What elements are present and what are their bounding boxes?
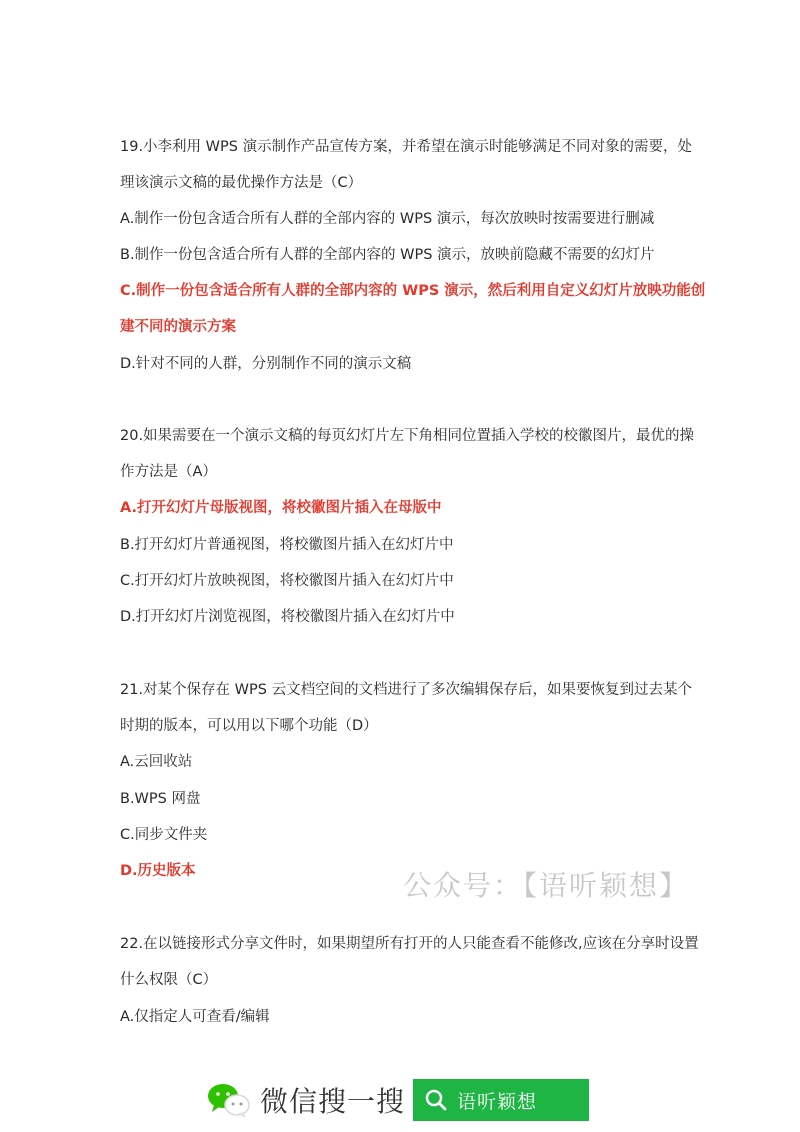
q22-stem-line2: 什么权限（C） xyxy=(120,972,218,988)
q21-option-d: D.历史版本 xyxy=(120,863,196,879)
wechat-search-label: 微信搜一搜 xyxy=(260,1085,406,1118)
q21-stem-line1: 21.对某个保存在 WPS 云文档空间的文档进行了多次编辑保存后，如果要恢复到过去某个 xyxy=(120,682,693,698)
account-watermark: 公众号：【语听颖想】 xyxy=(403,869,690,902)
wechat-logo-icon xyxy=(206,1082,250,1118)
q21-option-a: A.云回收站 xyxy=(120,754,193,770)
q19-option-b: B.制作一份包含适合所有人群的全部内容的 WPS 演示，放映前隐藏不需要的幻灯片 xyxy=(120,247,655,263)
q19-stem-line2: 理该演示文稿的最优操作方法是（C） xyxy=(120,175,363,191)
q21-option-b: B.WPS 网盘 xyxy=(120,791,201,807)
wechat-search-banner[interactable] xyxy=(206,1079,589,1121)
search-box[interactable] xyxy=(413,1079,589,1121)
q19-option-c-line1: C.制作一份包含适合所有人群的全部内容的 WPS 演示，然后利用自定义幻灯片放映功能创 xyxy=(120,283,706,299)
q20-option-a: A.打开幻灯片母版视图，将校徽图片插入在母版中 xyxy=(120,500,442,516)
q20-option-d: D.打开幻灯片浏览视图，将校徽图片插入在幻灯片中 xyxy=(120,609,455,625)
q22-option-a: A.仅指定人可查看/编辑 xyxy=(120,1009,270,1025)
search-icon xyxy=(425,1089,447,1111)
search-text: 语听颖想 xyxy=(457,1090,538,1113)
q20-option-c: C.打开幻灯片放映视图，将校徽图片插入在幻灯片中 xyxy=(120,573,454,589)
q20-option-b: B.打开幻灯片普通视图，将校徽图片插入在幻灯片中 xyxy=(120,537,454,553)
q19-stem-line1: 19.小李利用 WPS 演示制作产品宣传方案，并希望在演示时能够满足不同对象的需要，处 xyxy=(120,139,693,155)
q19-option-d: D.针对不同的人群，分别制作不同的演示文稿 xyxy=(120,356,412,372)
q20-stem-line1: 20.如果需要在一个演示文稿的每页幻灯片左下角相同位置插入学校的校徽图片，最优的操 xyxy=(120,428,695,444)
q22-stem-line1: 22.在以链接形式分享文件时，如果期望所有打开的人只能查看不能修改,应该在分享时设置 xyxy=(120,936,699,952)
q21-stem-line2: 时期的版本，可以用以下哪个功能（D） xyxy=(120,718,378,734)
q21-option-c: C.同步文件夹 xyxy=(120,827,208,843)
q19-option-c-line2: 建不同的演示方案 xyxy=(120,319,236,335)
q19-option-a: A.制作一份包含适合所有人群的全部内容的 WPS 演示，每次放映时按需要进行删减 xyxy=(120,211,655,227)
q20-stem-line2: 作方法是（A） xyxy=(120,464,217,480)
